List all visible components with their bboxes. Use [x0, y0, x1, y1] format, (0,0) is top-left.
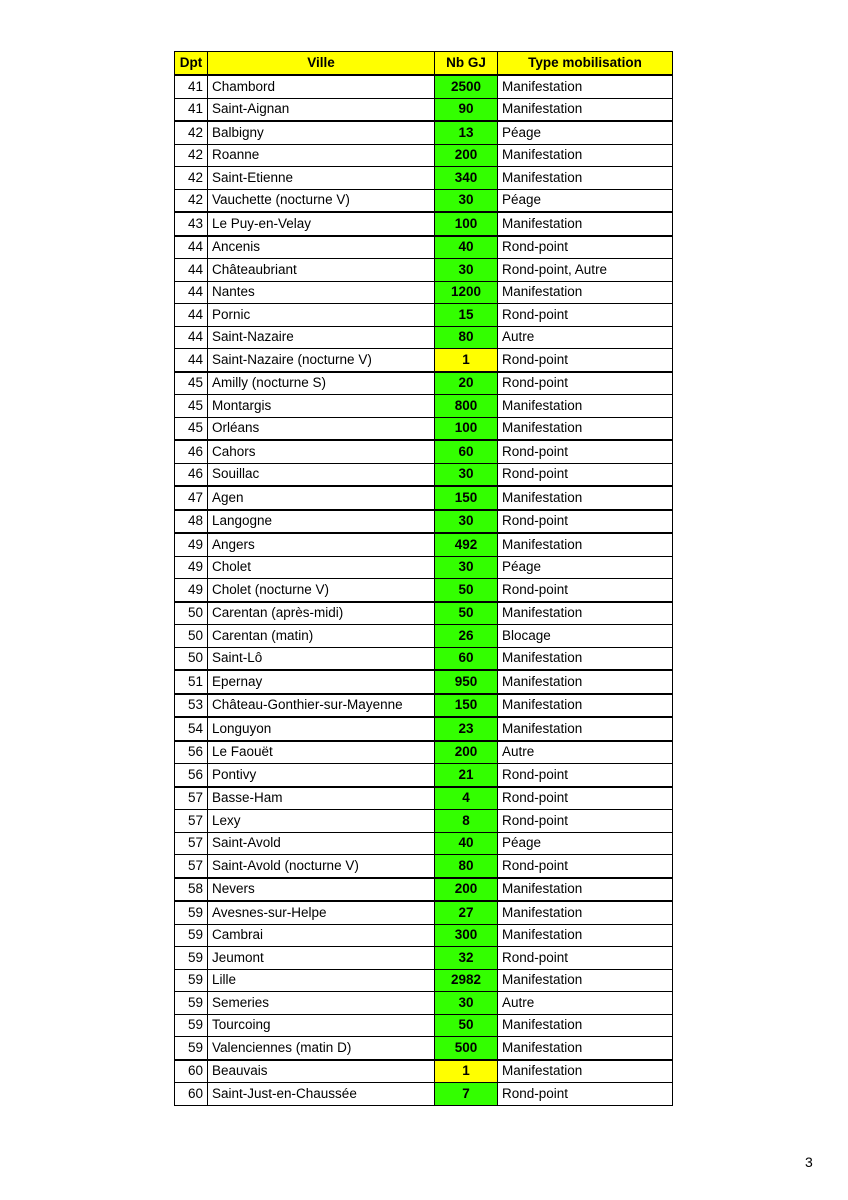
dpt-cell: 59 [175, 947, 208, 970]
nb-gj-cell: 200 [435, 741, 498, 764]
ville-cell: Le Puy-en-Velay [208, 212, 435, 236]
ville-cell: Amilly (nocturne S) [208, 372, 435, 395]
nb-gj-cell: 100 [435, 212, 498, 236]
table-row [175, 1037, 673, 1060]
ville-cell: Saint-Just-en-Chaussée [208, 1083, 435, 1106]
ville-cell: Angers [208, 533, 435, 556]
table-row [175, 855, 673, 878]
ville-cell: Tourcoing [208, 1014, 435, 1037]
type-mobilisation-cell: Manifestation [498, 417, 673, 440]
ville-cell: Carentan (après-midi) [208, 602, 435, 625]
type-mobilisation-cell: Péage [498, 189, 673, 212]
ville-cell: Cholet (nocturne V) [208, 579, 435, 602]
nb-gj-cell: 23 [435, 717, 498, 741]
dpt-cell: 58 [175, 878, 208, 902]
dpt-cell: 41 [175, 75, 208, 98]
type-mobilisation-cell: Manifestation [498, 167, 673, 190]
ville-cell: Carentan (matin) [208, 625, 435, 648]
nb-gj-cell: 950 [435, 670, 498, 694]
nb-gj-cell: 150 [435, 486, 498, 510]
ville-cell: Semeries [208, 992, 435, 1015]
table-row [175, 121, 673, 144]
dpt-cell: 59 [175, 1037, 208, 1060]
type-mobilisation-cell: Rond-point [498, 304, 673, 327]
type-mobilisation-cell: Autre [498, 326, 673, 349]
nb-gj-cell: 200 [435, 878, 498, 902]
dpt-cell: 49 [175, 556, 208, 579]
table-body [175, 75, 673, 1105]
table-row [175, 741, 673, 764]
ville-cell: Lexy [208, 810, 435, 833]
table-row [175, 579, 673, 602]
mobilisation-table [174, 51, 673, 1106]
ville-cell: Cambrai [208, 924, 435, 947]
type-mobilisation-cell: Rond-point [498, 810, 673, 833]
type-mobilisation-cell: Manifestation [498, 486, 673, 510]
dpt-cell: 44 [175, 304, 208, 327]
type-mobilisation-cell: Manifestation [498, 1014, 673, 1037]
dpt-cell: 45 [175, 372, 208, 395]
nb-gj-cell: 30 [435, 259, 498, 282]
type-mobilisation-cell: Blocage [498, 625, 673, 648]
nb-gj-cell: 50 [435, 1014, 498, 1037]
nb-gj-cell: 7 [435, 1083, 498, 1106]
type-mobilisation-cell: Manifestation [498, 602, 673, 625]
type-mobilisation-cell: Manifestation [498, 694, 673, 718]
ville-cell: Epernay [208, 670, 435, 694]
dpt-cell: 59 [175, 969, 208, 992]
table-row [175, 486, 673, 510]
nb-gj-cell: 500 [435, 1037, 498, 1060]
type-mobilisation-cell: Manifestation [498, 1060, 673, 1083]
dpt-cell: 60 [175, 1060, 208, 1083]
dpt-cell: 46 [175, 440, 208, 463]
dpt-cell: 59 [175, 992, 208, 1015]
type-mobilisation-cell: Rond-point [498, 236, 673, 259]
type-mobilisation-cell: Rond-point [498, 855, 673, 878]
type-mobilisation-cell: Péage [498, 832, 673, 855]
ville-cell: Langogne [208, 510, 435, 534]
dpt-cell: 44 [175, 236, 208, 259]
dpt-cell: 42 [175, 121, 208, 144]
dpt-cell: 56 [175, 741, 208, 764]
nb-gj-cell: 100 [435, 417, 498, 440]
dpt-cell: 43 [175, 212, 208, 236]
ville-cell: Souillac [208, 463, 435, 486]
ville-cell: Beauvais [208, 1060, 435, 1083]
ville-cell: Lille [208, 969, 435, 992]
nb-gj-cell: 300 [435, 924, 498, 947]
table-row [175, 98, 673, 121]
dpt-cell: 59 [175, 901, 208, 924]
ville-cell: Saint-Nazaire (nocturne V) [208, 349, 435, 372]
dpt-cell: 53 [175, 694, 208, 718]
dpt-cell: 42 [175, 144, 208, 167]
header-nb-gj: Nb GJ [435, 52, 498, 76]
dpt-cell: 45 [175, 395, 208, 418]
table-row [175, 144, 673, 167]
ville-cell: Saint-Aignan [208, 98, 435, 121]
type-mobilisation-cell: Manifestation [498, 670, 673, 694]
nb-gj-cell: 2982 [435, 969, 498, 992]
type-mobilisation-cell: Rond-point [498, 787, 673, 810]
ville-cell: Pontivy [208, 764, 435, 787]
nb-gj-cell: 4 [435, 787, 498, 810]
table-row [175, 326, 673, 349]
ville-cell: Basse-Ham [208, 787, 435, 810]
ville-cell: Saint-Avold (nocturne V) [208, 855, 435, 878]
table-row [175, 533, 673, 556]
dpt-cell: 50 [175, 647, 208, 670]
nb-gj-cell: 32 [435, 947, 498, 970]
nb-gj-cell: 50 [435, 579, 498, 602]
table-row [175, 832, 673, 855]
dpt-cell: 54 [175, 717, 208, 741]
ville-cell: Le Faouët [208, 741, 435, 764]
nb-gj-cell: 30 [435, 463, 498, 486]
type-mobilisation-cell: Manifestation [498, 281, 673, 304]
nb-gj-cell: 90 [435, 98, 498, 121]
nb-gj-cell: 21 [435, 764, 498, 787]
type-mobilisation-cell: Rond-point [498, 579, 673, 602]
ville-cell: Chambord [208, 75, 435, 98]
dpt-cell: 50 [175, 602, 208, 625]
ville-cell: Nevers [208, 878, 435, 902]
table-row [175, 1083, 673, 1106]
ville-cell: Valenciennes (matin D) [208, 1037, 435, 1060]
table-row [175, 212, 673, 236]
table-row [175, 787, 673, 810]
header-type-mobilisation: Type mobilisation [498, 52, 673, 76]
nb-gj-cell: 80 [435, 855, 498, 878]
dpt-cell: 57 [175, 810, 208, 833]
table-row [175, 810, 673, 833]
dpt-cell: 49 [175, 533, 208, 556]
table-row [175, 304, 673, 327]
nb-gj-cell: 8 [435, 810, 498, 833]
nb-gj-cell: 13 [435, 121, 498, 144]
type-mobilisation-cell: Rond-point [498, 947, 673, 970]
dpt-cell: 42 [175, 167, 208, 190]
table-row [175, 969, 673, 992]
table-row [175, 259, 673, 282]
dpt-cell: 48 [175, 510, 208, 534]
table-row [175, 395, 673, 418]
dpt-cell: 46 [175, 463, 208, 486]
dpt-cell: 60 [175, 1083, 208, 1106]
ville-cell: Montargis [208, 395, 435, 418]
type-mobilisation-cell: Rond-point [498, 510, 673, 534]
type-mobilisation-cell: Manifestation [498, 901, 673, 924]
nb-gj-cell: 340 [435, 167, 498, 190]
ville-cell: Jeumont [208, 947, 435, 970]
type-mobilisation-cell: Rond-point [498, 463, 673, 486]
type-mobilisation-cell: Rond-point [498, 764, 673, 787]
ville-cell: Avesnes-sur-Helpe [208, 901, 435, 924]
nb-gj-cell: 50 [435, 602, 498, 625]
table-row [175, 556, 673, 579]
ville-cell: Cahors [208, 440, 435, 463]
table-row [175, 236, 673, 259]
dpt-cell: 45 [175, 417, 208, 440]
type-mobilisation-cell: Autre [498, 992, 673, 1015]
type-mobilisation-cell: Rond-point [498, 440, 673, 463]
type-mobilisation-cell: Manifestation [498, 647, 673, 670]
table-row [175, 349, 673, 372]
nb-gj-cell: 60 [435, 647, 498, 670]
dpt-cell: 41 [175, 98, 208, 121]
header-ville: Ville [208, 52, 435, 76]
nb-gj-cell: 15 [435, 304, 498, 327]
table-row [175, 625, 673, 648]
table-row [175, 510, 673, 534]
nb-gj-cell: 20 [435, 372, 498, 395]
dpt-cell: 44 [175, 259, 208, 282]
type-mobilisation-cell: Manifestation [498, 395, 673, 418]
type-mobilisation-cell: Manifestation [498, 969, 673, 992]
ville-cell: Saint-Lô [208, 647, 435, 670]
ville-cell: Château-Gonthier-sur-Mayenne [208, 694, 435, 718]
table-row [175, 878, 673, 902]
dpt-cell: 57 [175, 787, 208, 810]
type-mobilisation-cell: Manifestation [498, 924, 673, 947]
table-row [175, 417, 673, 440]
table-row [175, 764, 673, 787]
nb-gj-cell: 27 [435, 901, 498, 924]
dpt-cell: 44 [175, 281, 208, 304]
nb-gj-cell: 1200 [435, 281, 498, 304]
dpt-cell: 42 [175, 189, 208, 212]
ville-cell: Roanne [208, 144, 435, 167]
table-row [175, 901, 673, 924]
table-row [175, 924, 673, 947]
type-mobilisation-cell: Rond-point, Autre [498, 259, 673, 282]
ville-cell: Longuyon [208, 717, 435, 741]
ville-cell: Pornic [208, 304, 435, 327]
nb-gj-cell: 60 [435, 440, 498, 463]
dpt-cell: 50 [175, 625, 208, 648]
table-row [175, 992, 673, 1015]
table-row [175, 602, 673, 625]
type-mobilisation-cell: Péage [498, 121, 673, 144]
type-mobilisation-cell: Manifestation [498, 98, 673, 121]
ville-cell: Agen [208, 486, 435, 510]
nb-gj-cell: 1 [435, 1060, 498, 1083]
nb-gj-cell: 30 [435, 510, 498, 534]
table-row [175, 75, 673, 98]
ville-cell: Ancenis [208, 236, 435, 259]
ville-cell: Saint-Nazaire [208, 326, 435, 349]
dpt-cell: 47 [175, 486, 208, 510]
table-row [175, 1014, 673, 1037]
type-mobilisation-cell: Rond-point [498, 349, 673, 372]
table-row [175, 717, 673, 741]
table-row [175, 947, 673, 970]
nb-gj-cell: 200 [435, 144, 498, 167]
type-mobilisation-cell: Manifestation [498, 144, 673, 167]
nb-gj-cell: 30 [435, 189, 498, 212]
nb-gj-cell: 40 [435, 832, 498, 855]
table-row [175, 1060, 673, 1083]
type-mobilisation-cell: Manifestation [498, 717, 673, 741]
table-row [175, 694, 673, 718]
dpt-cell: 57 [175, 832, 208, 855]
page-number: 3 [805, 1154, 813, 1170]
table-row [175, 189, 673, 212]
table-row [175, 670, 673, 694]
table-row [175, 372, 673, 395]
nb-gj-cell: 2500 [435, 75, 498, 98]
type-mobilisation-cell: Péage [498, 556, 673, 579]
nb-gj-cell: 26 [435, 625, 498, 648]
ville-cell: Balbigny [208, 121, 435, 144]
ville-cell: Cholet [208, 556, 435, 579]
nb-gj-cell: 150 [435, 694, 498, 718]
type-mobilisation-cell: Rond-point [498, 372, 673, 395]
dpt-cell: 57 [175, 855, 208, 878]
header-dpt: Dpt [175, 52, 208, 76]
ville-cell: Vauchette (nocturne V) [208, 189, 435, 212]
ville-cell: Nantes [208, 281, 435, 304]
dpt-cell: 56 [175, 764, 208, 787]
type-mobilisation-cell: Manifestation [498, 1037, 673, 1060]
table-row [175, 463, 673, 486]
dpt-cell: 51 [175, 670, 208, 694]
dpt-cell: 59 [175, 924, 208, 947]
type-mobilisation-cell: Manifestation [498, 75, 673, 98]
ville-cell: Saint-Avold [208, 832, 435, 855]
nb-gj-cell: 1 [435, 349, 498, 372]
nb-gj-cell: 30 [435, 556, 498, 579]
ville-cell: Saint-Etienne [208, 167, 435, 190]
type-mobilisation-cell: Manifestation [498, 533, 673, 556]
type-mobilisation-cell: Manifestation [498, 212, 673, 236]
table-row [175, 440, 673, 463]
ville-cell: Châteaubriant [208, 259, 435, 282]
dpt-cell: 44 [175, 326, 208, 349]
ville-cell: Orléans [208, 417, 435, 440]
dpt-cell: 59 [175, 1014, 208, 1037]
table-row [175, 167, 673, 190]
dpt-cell: 49 [175, 579, 208, 602]
nb-gj-cell: 40 [435, 236, 498, 259]
type-mobilisation-cell: Manifestation [498, 878, 673, 902]
nb-gj-cell: 492 [435, 533, 498, 556]
table-row [175, 647, 673, 670]
type-mobilisation-cell: Autre [498, 741, 673, 764]
table-row [175, 281, 673, 304]
table-header-row [175, 52, 673, 76]
nb-gj-cell: 30 [435, 992, 498, 1015]
nb-gj-cell: 80 [435, 326, 498, 349]
dpt-cell: 44 [175, 349, 208, 372]
nb-gj-cell: 800 [435, 395, 498, 418]
type-mobilisation-cell: Rond-point [498, 1083, 673, 1106]
